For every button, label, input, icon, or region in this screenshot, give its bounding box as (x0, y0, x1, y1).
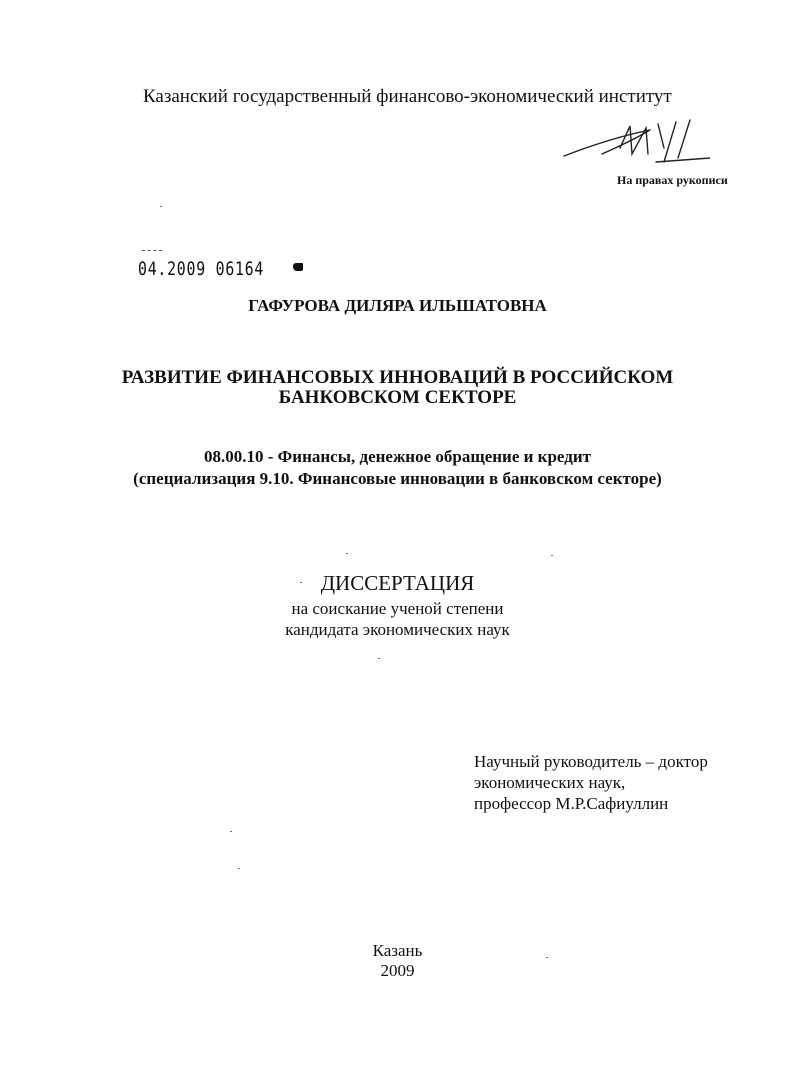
specialty (0, 446, 795, 490)
degree (0, 598, 795, 640)
footer (0, 941, 795, 981)
scientific-advisor (474, 751, 708, 814)
author-name: ГАФУРОВА ДИЛЯРА ИЛЬШАТОВНА (248, 296, 547, 315)
thesis-title-line-1: РАЗВИТИЕ ФИНАНСОВЫХ ИННОВАЦИЙ В РОССИЙСКОМ (121, 367, 674, 388)
scan-speck (238, 868, 240, 869)
city: Казань (372, 941, 423, 960)
degree-line-2: кандидата экономических наук (285, 620, 510, 639)
advisor-line-2: экономических наук, (474, 773, 626, 792)
ink-blot (293, 263, 303, 271)
scan-speck (546, 957, 548, 958)
scan-speck (160, 206, 162, 207)
degree-line-1: на соискание ученой степени (291, 599, 504, 618)
scan-speck (300, 582, 302, 583)
specialty-line-1: 08.00.10 - Финансы, денежное обращение и кредит (204, 447, 591, 466)
scan-speck (346, 553, 348, 554)
scan-speck (230, 831, 232, 832)
advisor-line-3: профессор М.Р.Сафиуллин (474, 794, 669, 813)
institution-name: Казанский государственный финансово-экономический институт (143, 86, 672, 107)
thesis-title (0, 368, 795, 408)
scan-speck (378, 658, 380, 659)
document-type: ДИССЕРТАЦИЯ (320, 571, 475, 595)
code-mark (142, 250, 162, 254)
thesis-title-line-2: БАНКОВСКОМ СЕКТОРЕ (278, 387, 517, 408)
scan-speck (551, 555, 553, 556)
specialty-line-2: (специализация 9.10. Финансовые инновации в банковском секторе) (133, 469, 662, 488)
handwritten-signature (560, 118, 710, 170)
rights-note: На правах рукописи (617, 173, 728, 187)
advisor-line-1: Научный руководитель – доктор (474, 752, 708, 771)
archive-code: 04.2009 06164 (138, 258, 265, 280)
year: 2009 (380, 961, 415, 980)
